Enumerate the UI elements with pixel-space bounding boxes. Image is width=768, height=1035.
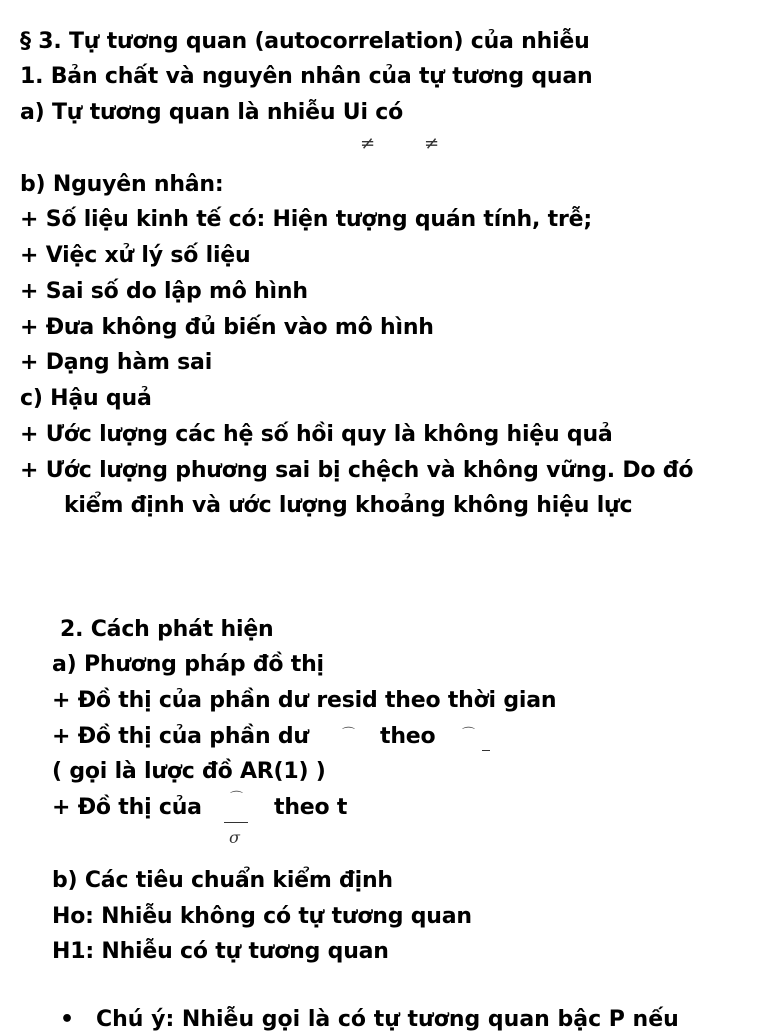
- alternative-hypothesis: H1: Nhiễu có tự tương quan: [52, 939, 389, 964]
- cause-item: + Dạng hàm sai: [20, 350, 213, 375]
- consequence-item: + Ước lượng các hệ số hồi quy là không hiệu quả: [20, 422, 613, 447]
- cause-item: + Số liệu kinh tế có: Hiện tượng quán tính, trễ;: [20, 207, 592, 232]
- null-hypothesis: Ho: Nhiễu không có tự tương quan: [52, 904, 472, 929]
- graph-method-item-left: + Đồ thị của: [52, 795, 202, 820]
- definition-line: a) Tự tương quan là nhiễu Ui có: [20, 100, 404, 125]
- not-equal-symbol: ≠: [424, 133, 440, 154]
- detection-heading: 2. Cách phát hiện: [60, 617, 274, 642]
- cause-item: + Sai số do lập mô hình: [20, 279, 308, 304]
- subscript-bar: [482, 750, 490, 751]
- causes-heading: b) Nguyên nhân:: [20, 172, 224, 197]
- fraction-bar: [224, 822, 248, 823]
- tests-heading: b) Các tiêu chuẩn kiểm định: [52, 868, 393, 893]
- heading-nature-causes: 1. Bản chất và nguyên nhân của tự tương quan: [20, 64, 593, 89]
- not-equal-symbol: ≠: [360, 133, 376, 154]
- consequences-heading: c) Hậu quả: [20, 386, 152, 411]
- consequence-item-continued: kiểm định và ước lượng khoảng không hiệu lực: [64, 493, 633, 518]
- bullet: •: [60, 1007, 75, 1032]
- graph-method-item-left: + Đồ thị của phần dư: [52, 724, 309, 749]
- consequence-item: + Ước lượng phương sai bị chệch và không vững. Do đó: [20, 458, 694, 483]
- cause-item: + Đưa không đủ biến vào mô hình: [20, 315, 434, 340]
- hat-symbol: ⌒: [342, 727, 356, 742]
- cause-item: + Việc xử lý số liệu: [20, 243, 251, 268]
- hat-symbol: ⌒: [230, 791, 244, 806]
- sigma-hat-symbol: σ: [229, 828, 240, 847]
- hat-symbol: ⌒: [462, 727, 476, 742]
- section-title: § 3. Tự tương quan (autocorrelation) của nhiễu: [20, 29, 590, 54]
- graph-method-item-right: theo t: [274, 795, 348, 820]
- note-line: Chú ý: Nhiễu gọi là có tự tương quan bậc P nếu: [96, 1007, 679, 1032]
- ar1-note: ( gọi là lược đồ AR(1) ): [52, 759, 326, 784]
- graph-method-item: + Đồ thị của phần dư resid theo thời gian: [52, 688, 557, 713]
- graph-method-heading: a) Phương pháp đồ thị: [52, 652, 324, 677]
- graph-method-item-right: theo: [380, 724, 436, 749]
